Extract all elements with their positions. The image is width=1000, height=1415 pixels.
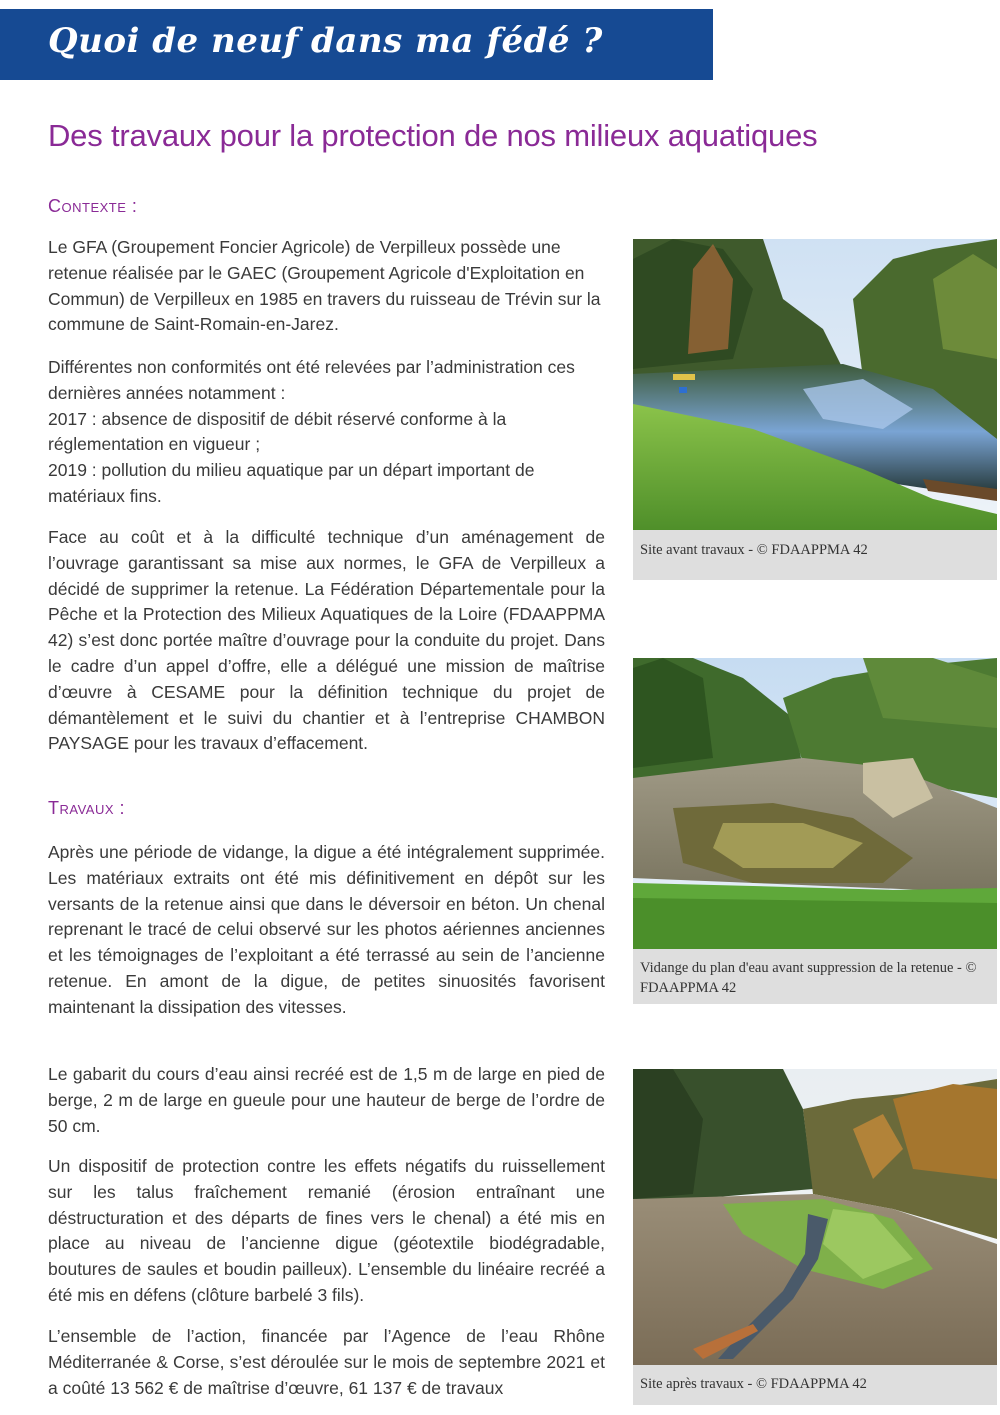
paragraph-works-3: Un dispositif de protection contre les effets négatifs du ruissellement sur les talus fraîchement remanié (érosion entraînant une déstructuration et des départs de fines vers le chenal) a été mis en place au niveau de l’ancienne digue (géotextile biodégradable, boutures de saules et boudin pailleux). L’ensemble du linéaire recréé a été mis en défens (clôture barbelé 3 fils). — [48, 1156, 605, 1305]
banner-title: Quoi de neuf dans ma fédé ? — [48, 21, 603, 61]
nonconformity-intro: Différentes non conformités ont été relevées par l’administration ces dernières années notamment : — [48, 357, 575, 403]
paragraph-works-4: L’ensemble de l’action, financée par l’Agence de l’eau Rhône Méditerranée & Corse, s’est déroulée sur le mois de septembre 2021 et a coûté 13 562 € de maîtrise d’œuvre, 61 137 € de travaux — [48, 1326, 605, 1398]
caption-site-after: Site après travaux - © FDAAPPMA 42 — [633, 1365, 997, 1405]
caption-site-before: Site avant travaux - © FDAAPPMA 42 — [633, 530, 997, 580]
paragraph-works-2: Le gabarit du cours d’eau ainsi recréé est de 1,5 m de large en pied de berge, 2 m de large en gueule pour une hauteur de berge de l’ordre de 50 cm. — [48, 1064, 605, 1136]
paragraph-context-3: Face au coût et à la difficulté technique d’un aménagement de l’ouvrage garantissant sa mise aux normes, le GFA de Verpilleux a décidé de supprimer la retenue. La Fédération Départementale pour la Pêche et la Protection des Milieux Aquatiques de la Loire (FDAAPPMA 42) s’est donc portée maître d’ouvrage pour la conduite du projet. Dans le cadre d’un appel d’offre, elle a délégué une mission de maîtrise d’œuvre à CESAME pour la définition technique du projet de démantèlement et le suivi du chantier et à l’entreprise CHAMBON PAYSAGE pour les travaux d’effacement. — [48, 527, 605, 754]
photo-site-after — [633, 1069, 997, 1365]
paragraph-context-1: Le GFA (Groupement Foncier Agricole) de Verpilleux possède une retenue réalisée par le GAEC (Groupement Agricole d'Exploitation en Commun) de Verpilleux en 1985 en travers du ruisseau de Trévin sur la commune de Saint-Romain-en-Jarez. — [48, 237, 601, 335]
photo-drained-image — [633, 658, 997, 949]
nonconformity-2019: 2019 : pollution du milieu aquatique par un départ important de matériaux fins. — [48, 460, 535, 506]
photo-after-image — [633, 1069, 997, 1365]
section-heading-contexte: Contexte : — [48, 196, 138, 216]
photo-site-before — [633, 239, 997, 530]
paragraph-context-2 — [48, 355, 605, 510]
photo-lake-image — [633, 239, 997, 530]
article-title: Des travaux pour la protection de nos milieux aquatiques — [48, 118, 818, 153]
header-banner — [0, 9, 713, 80]
photo-drained-pond — [633, 658, 997, 949]
section-heading-travaux: Travaux : — [48, 798, 126, 818]
paragraph-works-1: Après une période de vidange, la digue a été intégralement supprimée. Les matériaux extraits ont été mis définitivement en dépôt sur les versants de la retenue ainsi que dans le déversoir en béton. Un chenal reprenant le tracé de celui observé sur les photos aériennes anciennes et les témoignages de l’exploitant a été terrassé au sein de l’ancienne retenue. En amont de la digue, de petites sinuosités favorisent maintenant la dissipation des vitesses. — [48, 842, 605, 1017]
caption-drained-pond: Vidange du plan d'eau avant suppression de la retenue - © FDAAPPMA 42 — [633, 949, 997, 1004]
nonconformity-2017: 2017 : absence de dispositif de débit réservé conforme à la réglementation en vigueur ; — [48, 408, 507, 455]
